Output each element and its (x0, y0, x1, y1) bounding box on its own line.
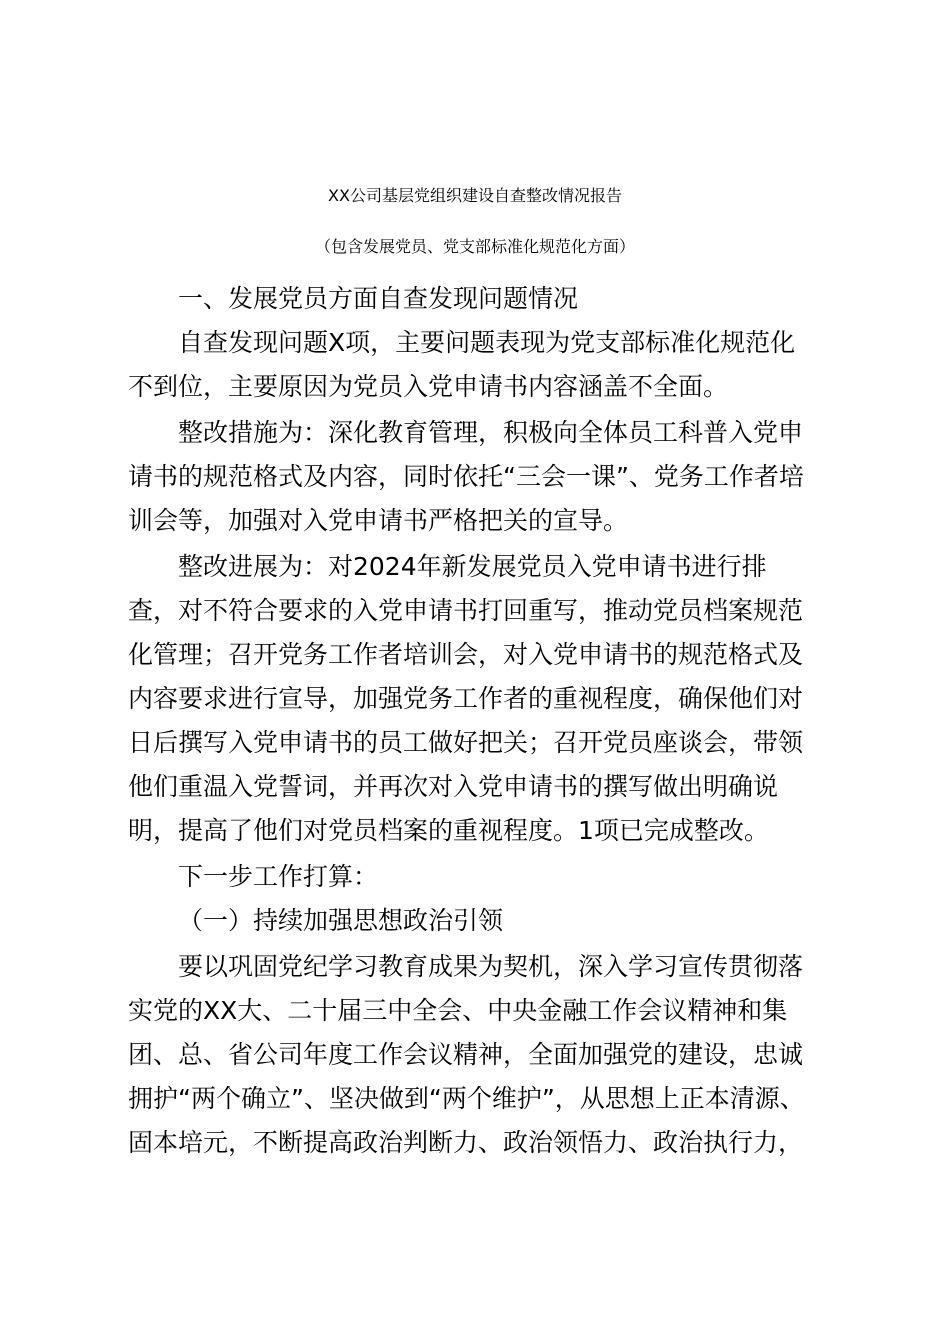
paragraph-line: 查，对不符合要求的入党申请书打回重写，推动党员档案规范 (128, 596, 804, 625)
subsection-heading: （一）持续加强思想政治引领 (178, 906, 504, 935)
paragraph-line: 固本培元，不断提高政治判断力、政治领悟力、政治执行力， (128, 1128, 804, 1157)
paragraph-line: 他们重温入党誓词，并再次对入党申请书的撰写做出明确说 (128, 772, 779, 801)
section-heading: 一、发展党员方面自查发现问题情况 (178, 284, 579, 313)
document-title-line-1: XX公司基层党组织建设自查整改情况报告 (328, 186, 622, 205)
paragraph-line: 请书的规范格式及内容，同时依托“三会一课”、党务工作者培 (128, 462, 804, 491)
paragraph-line: 自查发现问题X项，主要问题表现为党支部标准化规范化 (178, 328, 796, 357)
paragraph-line: 团、总、省公司年度工作会议精神，全面加强党的建设，忠诚 (128, 1040, 804, 1069)
document-title-line-2: （包含发展党员、党支部标准化规范化方面） (314, 237, 635, 256)
paragraph-line: 实党的XX大、二十届三中全会、中央金融工作会议精神和集 (128, 996, 788, 1025)
paragraph-line: 不到位，主要原因为党员入党申请书内容涵盖不全面。 (128, 372, 729, 401)
paragraph-line: 下一步工作打算： (178, 862, 379, 891)
paragraph-line: 整改进展为：对2024年新发展党员入党申请书进行排 (178, 552, 767, 581)
paragraph-line: 日后撰写入党申请书的员工做好把关；召开党员座谈会，带领 (128, 728, 804, 757)
paragraph-line: 内容要求进行宣导，加强党务工作者的重视程度，确保他们对 (128, 684, 804, 713)
paragraph-line: 明，提高了他们对党员档案的重视程度。1项已完成整改。 (128, 816, 769, 845)
paragraph-line: 拥护“两个确立”、坚决做到“两个维护”，从思想上正本清源、 (128, 1084, 805, 1113)
paragraph-line: 要以巩固党纪学习教育成果为契机，深入学习宣传贯彻落 (178, 952, 804, 981)
paragraph-line: 化管理；召开党务工作者培训会，对入党申请书的规范格式及 (128, 640, 804, 669)
paragraph-line: 训会等，加强对入党申请书严格把关的宣导。 (128, 506, 629, 535)
paragraph-line: 整改措施为：深化教育管理，积极向全体员工科普入党申 (178, 418, 804, 447)
